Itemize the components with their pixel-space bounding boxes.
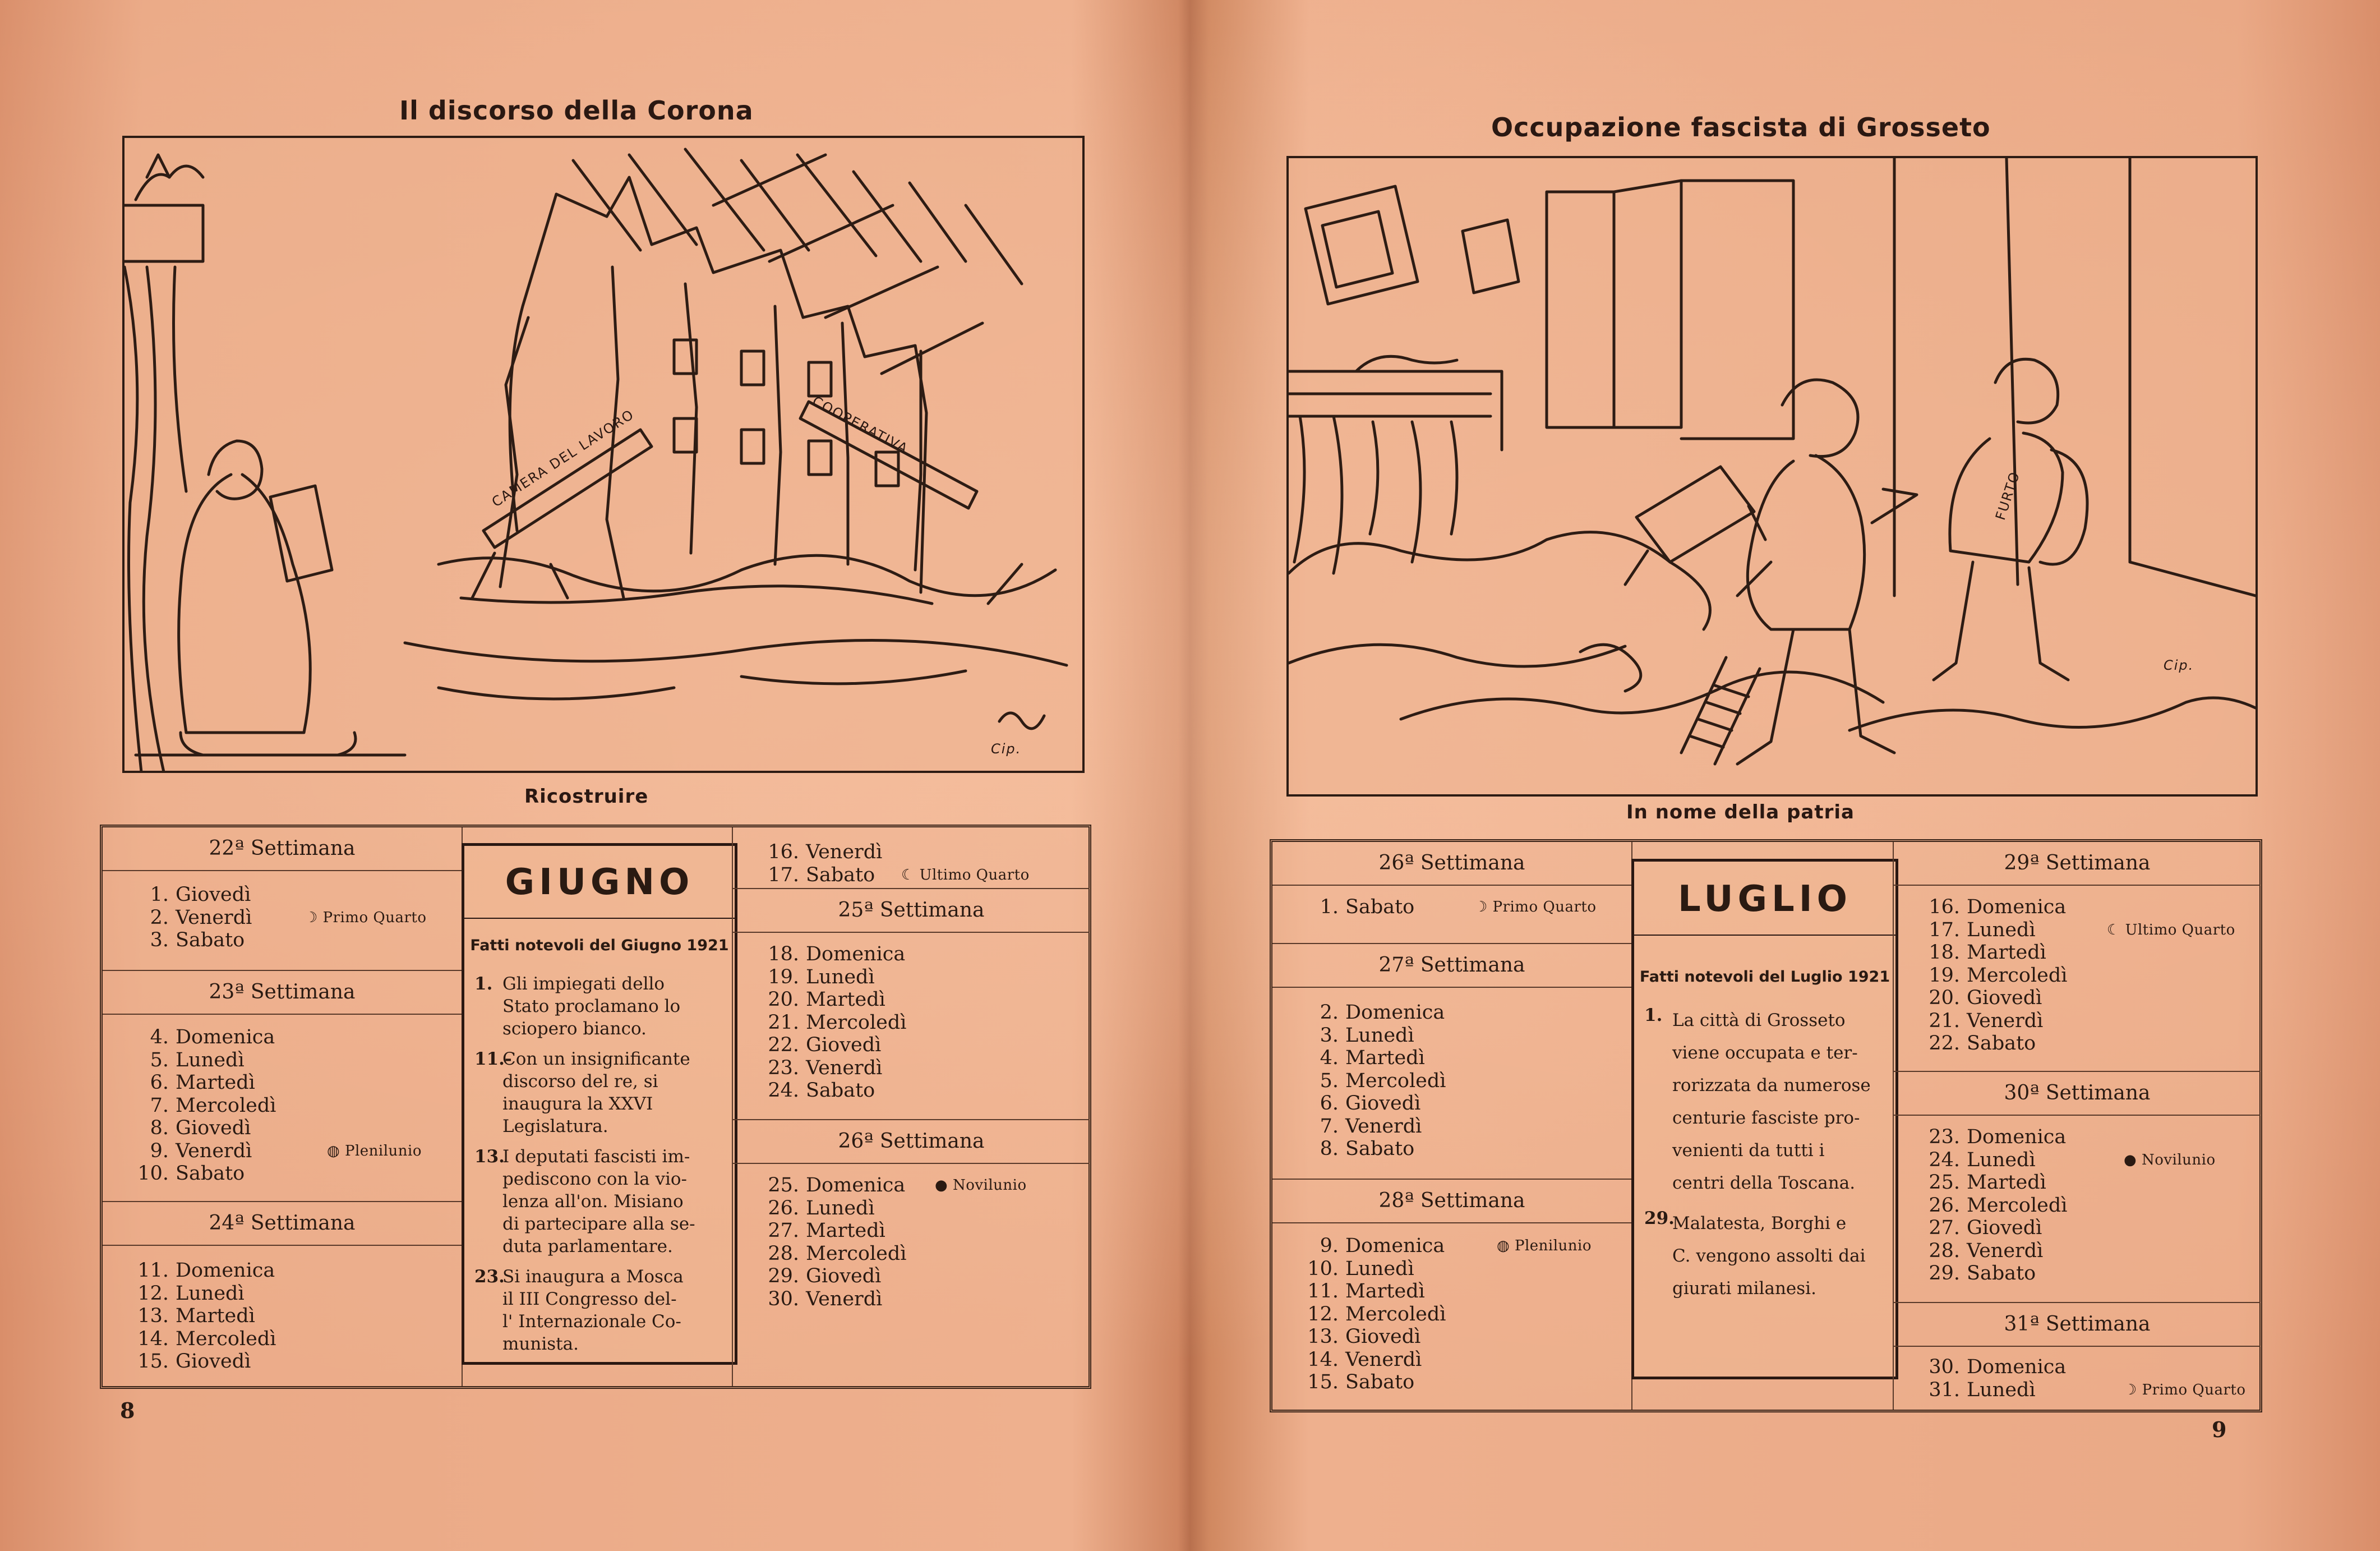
- week-days: [1894, 896, 2261, 1055]
- fact-text-line: Si inaugura a Mosca: [502, 1267, 684, 1287]
- weekday-name: Giovedì: [1967, 1217, 2042, 1239]
- calendar-day: [103, 1305, 462, 1328]
- weekday-name: Mercoledì: [1345, 1303, 1446, 1326]
- weekday-name: Venerdì: [1345, 1348, 1422, 1371]
- day-number: 21.: [1929, 1009, 1960, 1032]
- calendar-day: [1894, 1171, 2261, 1194]
- calendar-day: [103, 906, 462, 929]
- day-number: 9.: [150, 1139, 169, 1162]
- calendar-day: [1272, 1280, 1631, 1303]
- weekday-name: Venerdì: [176, 1139, 252, 1162]
- fact-text-line: lenza all'on. Misiano: [502, 1191, 684, 1212]
- moon-phase-note: ☾ Ultimo Quarto: [2107, 921, 2235, 938]
- calendar-day: [1272, 896, 1631, 919]
- day-number: 30.: [768, 1287, 799, 1310]
- week-heading: 29ª Settimana: [1894, 842, 2261, 886]
- calendar-day: [733, 1174, 1090, 1197]
- fact-text-line: duta parlamentare.: [502, 1236, 673, 1257]
- fact-text-line: il III Congresso del-: [502, 1289, 677, 1309]
- weekday-name: Giovedì: [176, 1350, 251, 1373]
- day-number: 28.: [1929, 1239, 1960, 1262]
- month-box: [1631, 859, 1898, 1379]
- moon-phase-note: ◍ Plenilunio: [327, 1142, 422, 1159]
- day-number: 31.: [1929, 1378, 1960, 1401]
- moon-phase-note: ◍ Plenilunio: [1497, 1237, 1592, 1254]
- weekday-name: Venerdì: [1345, 1115, 1422, 1138]
- weekday-name: Venerdì: [176, 906, 252, 929]
- calendar-day: [1894, 919, 2261, 942]
- weekday-name: Martedì: [1345, 1280, 1425, 1303]
- calendar-day: [103, 1328, 462, 1351]
- weekday-name: Mercoledì: [806, 1242, 907, 1265]
- fact-text-line: giurati milanesi.: [1672, 1278, 1816, 1299]
- fact-text-line: Legislatura.: [502, 1116, 608, 1136]
- weekday-name: Venerdì: [1967, 1239, 2044, 1262]
- calendar-day: [733, 1079, 1090, 1102]
- day-number: 1.: [150, 883, 169, 906]
- day-number: 5.: [1320, 1069, 1339, 1092]
- fact-text-line: viene occupata e ter-: [1672, 1043, 1858, 1063]
- day-number: 15.: [1307, 1371, 1339, 1393]
- calendar-day: [1272, 1138, 1631, 1161]
- weekday-name: Lunedì: [1345, 1024, 1414, 1047]
- day-number: 2.: [150, 906, 169, 929]
- calendar-day: [103, 1094, 462, 1117]
- calendar-day: [1272, 1047, 1631, 1070]
- divider: [1634, 935, 1895, 936]
- fact-date: 11.-: [474, 1049, 512, 1069]
- week-heading: 28ª Settimana: [1272, 1179, 1631, 1223]
- notable-fact: [1644, 1004, 1880, 1199]
- day-number: 7.: [1320, 1115, 1339, 1138]
- day-number: 11.: [1307, 1280, 1339, 1303]
- fact-text-line: C. vengono assolti dai: [1672, 1246, 1866, 1266]
- calendar-day: [733, 1219, 1090, 1242]
- calendar-day: [1894, 1194, 2261, 1217]
- fact-text-line: inaugura la XXVI: [502, 1094, 653, 1114]
- week-heading: 27ª Settimana: [1272, 943, 1631, 988]
- notable-fact: [474, 1145, 721, 1258]
- day-number: 9.: [1320, 1235, 1339, 1257]
- calendar-day: [1894, 1356, 2261, 1379]
- day-number: 20.: [1929, 987, 1960, 1009]
- fact-date: 1.: [474, 974, 493, 994]
- week-heading: 31ª Settimana: [1894, 1302, 2261, 1347]
- calendar-day: [103, 883, 462, 906]
- calendar-june: [100, 825, 1091, 1389]
- weekday-name: Giovedì: [176, 1117, 251, 1139]
- calendar-day: [733, 988, 1090, 1011]
- weekday-name: Giovedì: [1967, 987, 2042, 1009]
- calendar-day: [103, 1259, 462, 1282]
- notable-fact: [474, 1265, 721, 1355]
- weekday-name: Lunedì: [1967, 1148, 2036, 1171]
- day-number: 7.: [150, 1094, 169, 1117]
- weekday-name: Giovedì: [176, 883, 251, 906]
- day-number: 8.: [1320, 1138, 1339, 1160]
- week-days: [733, 943, 1090, 1102]
- day-number: 19.: [1929, 964, 1960, 987]
- cartoon-drawing: [1289, 158, 2256, 794]
- day-number: 19.: [768, 965, 799, 988]
- day-number: 23.: [1929, 1126, 1960, 1148]
- day-number: 21.: [768, 1011, 799, 1034]
- day-number: 26.: [768, 1196, 799, 1219]
- calendar-day: [733, 1057, 1090, 1080]
- week-heading: 22ª Settimana: [103, 827, 462, 871]
- calendar-day: [1894, 1126, 2261, 1149]
- moon-phase-note: ☽ Primo Quarto: [305, 909, 427, 926]
- calendar-day: [1272, 1303, 1631, 1326]
- fact-text-line: discorso del re, si: [502, 1071, 658, 1092]
- weekday-name: Giovedì: [1345, 1326, 1421, 1348]
- calendar-day: [1272, 1258, 1631, 1281]
- day-number: 3.: [150, 929, 169, 951]
- weekday-name: Giovedì: [806, 1034, 882, 1056]
- day-number: 13.: [1307, 1326, 1339, 1348]
- day-number: 17.: [1929, 918, 1960, 941]
- weekday-name: Sabato: [1345, 1371, 1415, 1393]
- calendar-day: [1272, 1024, 1631, 1047]
- calendar-column-1: [1272, 842, 1632, 1410]
- weekday-name: Martedì: [176, 1071, 255, 1094]
- calendar-day: [1894, 1010, 2261, 1033]
- day-number: 25.: [1929, 1171, 1960, 1194]
- month-name: LUGLIO: [1678, 878, 1852, 920]
- week-days: [103, 1026, 462, 1185]
- weekday-name: Domenica: [806, 943, 906, 965]
- calendar-day: [1894, 1217, 2261, 1240]
- week-heading: 25ª Settimana: [733, 888, 1090, 933]
- day-number: 6.: [150, 1071, 169, 1094]
- fact-date: 13.: [474, 1147, 505, 1167]
- day-number: 25.: [768, 1174, 799, 1196]
- cartoon-drawing: [124, 138, 1082, 771]
- week-days: [1272, 896, 1631, 919]
- page-number: 9: [2212, 1417, 2227, 1442]
- calendar-day: [1894, 1240, 2261, 1263]
- weekday-name: Venerdì: [806, 841, 883, 863]
- week-days: [733, 1174, 1090, 1310]
- fact-text-line: I deputati fascisti im-: [502, 1147, 690, 1167]
- weekday-name: Martedì: [176, 1305, 255, 1327]
- calendar-day: [1272, 1070, 1631, 1093]
- day-number: 12.: [1307, 1303, 1339, 1326]
- cartoon-illustration: [1286, 156, 2258, 797]
- illustration-caption: Ricostruire: [524, 785, 649, 808]
- day-number: 4.: [1320, 1047, 1339, 1069]
- weekday-name: Venerdì: [806, 1056, 883, 1079]
- facts-title: Fatti notevoli del Luglio 1921: [1639, 968, 1890, 986]
- fact-text-line: di partecipare alla se-: [502, 1214, 695, 1234]
- day-number: 20.: [768, 988, 799, 1011]
- weekday-name: Giovedì: [806, 1265, 882, 1287]
- day-number: 16.: [768, 841, 799, 863]
- day-number: 23.: [768, 1056, 799, 1079]
- fact-text-line: centurie fasciste pro-: [1672, 1108, 1860, 1128]
- week-heading: 26ª Settimana: [733, 1119, 1090, 1164]
- day-number: 16.: [1929, 896, 1960, 918]
- calendar-column-3: [1893, 842, 2261, 1410]
- calendar-day: [733, 966, 1090, 989]
- day-number: 24.: [768, 1079, 799, 1102]
- day-number: 18.: [768, 943, 799, 965]
- calendar-column-3: [732, 827, 1090, 1386]
- calendar-day: [1894, 1262, 2261, 1285]
- weekday-name: Sabato: [176, 1162, 245, 1185]
- fact-text-line: venienti da tutti i: [1672, 1140, 1825, 1161]
- week-days: [103, 883, 462, 952]
- camera-del-lavoro-sign: CAMERA DEL LAVORO: [489, 406, 638, 510]
- weekday-name: Giovedì: [1345, 1092, 1421, 1115]
- weekday-name: Martedì: [1967, 941, 2046, 964]
- calendar-day: [103, 929, 462, 952]
- fact-text-line: centri della Toscana.: [1672, 1173, 1856, 1193]
- page-number: 8: [120, 1398, 135, 1423]
- weekday-name: Lunedì: [806, 965, 875, 988]
- calendar-day: [1894, 896, 2261, 919]
- calendar-day: [1272, 1326, 1631, 1349]
- day-number: 22.: [1929, 1032, 1960, 1055]
- day-number: 24.: [1929, 1148, 1960, 1171]
- day-number: 10.: [137, 1162, 169, 1185]
- week-days: [1272, 1001, 1631, 1161]
- page-title: Il discorso della Corona: [399, 95, 754, 126]
- left-page: [0, 0, 1189, 1551]
- calendar-day: [103, 1350, 462, 1373]
- calendar-day: [733, 1011, 1090, 1034]
- fact-text-line: Malatesta, Borghi e: [1672, 1213, 1847, 1234]
- artist-signature: Cip.: [991, 741, 1022, 757]
- day-number: 14.: [137, 1327, 169, 1350]
- calendar-day: [1894, 941, 2261, 964]
- day-number: 6.: [1320, 1092, 1339, 1115]
- fact-text-line: La città di Grosseto: [1672, 1010, 1846, 1030]
- calendar-day: [103, 1117, 462, 1140]
- week-heading: 30ª Settimana: [1894, 1071, 2261, 1116]
- week-days: [733, 841, 1090, 886]
- day-number: 30.: [1929, 1356, 1960, 1378]
- calendar-day: [1894, 1149, 2261, 1172]
- calendar-day: [733, 1034, 1090, 1057]
- weekday-name: Mercoledì: [1967, 1194, 2068, 1217]
- weekday-name: Sabato: [1967, 1032, 2036, 1055]
- moon-phase-note: ☽ Primo Quarto: [1474, 899, 1597, 915]
- day-number: 29.: [1929, 1262, 1960, 1285]
- calendar-day: [733, 1288, 1090, 1311]
- cooperativa-sign: COOPERATIVA: [809, 393, 911, 457]
- day-number: 13.: [137, 1305, 169, 1327]
- fact-text-line: Gli impiegati dello: [502, 974, 665, 994]
- calendar-day: [103, 1049, 462, 1072]
- calendar-day: [103, 1162, 462, 1185]
- moon-phase-note: ● Novilunio: [2124, 1151, 2216, 1168]
- calendar-day: [1894, 1379, 2261, 1402]
- calendar-day: [1272, 1371, 1631, 1394]
- moon-phase-note: ● Novilunio: [935, 1177, 1027, 1194]
- weekday-name: Martedì: [1345, 1047, 1425, 1069]
- calendar-day: [733, 1242, 1090, 1265]
- calendar-day: [1272, 1092, 1631, 1115]
- weekday-name: Domenica: [1345, 1001, 1445, 1024]
- weekday-name: Domenica: [1967, 1356, 2067, 1378]
- facts-title: Fatti notevoli del Giugno 1921: [470, 937, 729, 954]
- weekday-name: Domenica: [806, 1174, 906, 1196]
- day-number: 14.: [1307, 1348, 1339, 1371]
- weekday-name: Lunedì: [176, 1282, 245, 1305]
- calendar-day: [733, 1197, 1090, 1220]
- weekday-name: Lunedì: [1967, 918, 2036, 941]
- weekday-name: Sabato: [176, 929, 245, 951]
- calendar-day: [1272, 1349, 1631, 1371]
- day-number: 5.: [150, 1048, 169, 1071]
- weekday-name: Mercoledì: [806, 1011, 907, 1034]
- day-number: 1.: [1320, 896, 1339, 918]
- calendar-day: [1894, 1032, 2261, 1055]
- calendar-day: [1894, 987, 2261, 1010]
- moon-phase-note: ☾ Ultimo Quarto: [901, 866, 1030, 883]
- weekday-name: Lunedì: [176, 1048, 245, 1071]
- calendar-column-1: [103, 827, 463, 1386]
- weekday-name: Mercoledì: [176, 1094, 276, 1117]
- day-number: 3.: [1320, 1024, 1339, 1047]
- weekday-name: Sabato: [1345, 1138, 1415, 1160]
- weekday-name: Venerdì: [1967, 1009, 2044, 1032]
- weekday-name: Martedì: [806, 1219, 885, 1242]
- fact-date: 29.: [1644, 1208, 1675, 1228]
- illustration-caption: In nome della patria: [1626, 801, 1855, 823]
- weekday-name: Venerdì: [806, 1287, 883, 1310]
- weekday-name: Lunedì: [1345, 1257, 1414, 1280]
- calendar-day: [103, 1071, 462, 1094]
- calendar-day: [1272, 1235, 1631, 1258]
- day-number: 8.: [150, 1117, 169, 1139]
- day-number: 4.: [150, 1026, 169, 1048]
- weekday-name: Lunedì: [1967, 1378, 2036, 1401]
- weekday-name: Martedì: [1967, 1171, 2046, 1194]
- weekday-name: Sabato: [806, 1079, 875, 1102]
- weekday-name: Lunedì: [806, 1196, 875, 1219]
- cartoon-illustration: [122, 136, 1085, 773]
- week-days: [1272, 1235, 1631, 1394]
- calendar-day: [1272, 1001, 1631, 1024]
- calendar-day: [733, 864, 1090, 887]
- notable-fact: [474, 1048, 721, 1138]
- weekday-name: Sabato: [1967, 1262, 2036, 1285]
- weekday-name: Sabato: [1345, 896, 1415, 918]
- fact-text-line: rorizzata da numerose: [1672, 1075, 1871, 1096]
- day-number: 11.: [137, 1259, 169, 1282]
- weekday-name: Mercoledì: [1345, 1069, 1446, 1092]
- month-box: [462, 843, 737, 1365]
- calendar-day: [733, 1265, 1090, 1288]
- fact-text-line: l' Internazionale Co-: [502, 1311, 681, 1332]
- month-name: GIUGNO: [505, 862, 694, 903]
- weekday-name: Martedì: [806, 988, 885, 1011]
- calendar-july: [1270, 839, 2262, 1412]
- fact-text-line: sciopero bianco.: [502, 1019, 647, 1039]
- weekday-name: Mercoledì: [176, 1327, 276, 1350]
- fact-text-line: pediscono con la vio-: [502, 1169, 688, 1189]
- fact-date: 1.: [1644, 1005, 1663, 1025]
- day-number: 29.: [768, 1265, 799, 1287]
- week-days: [103, 1259, 462, 1373]
- day-number: 27.: [768, 1219, 799, 1242]
- week-heading: 24ª Settimana: [103, 1201, 462, 1246]
- weekday-name: Domenica: [1967, 1126, 2067, 1148]
- calendar-day: [103, 1026, 462, 1049]
- weekday-name: Domenica: [1967, 896, 2067, 918]
- weekday-name: Domenica: [1345, 1235, 1445, 1257]
- calendar-day: [1894, 964, 2261, 987]
- day-number: 17.: [768, 863, 799, 886]
- weekday-name: Domenica: [176, 1259, 275, 1282]
- week-days: [1894, 1126, 2261, 1285]
- calendar-day: [733, 943, 1090, 966]
- fact-text-line: Con un insignificante: [502, 1049, 690, 1069]
- weekday-name: Domenica: [176, 1026, 275, 1048]
- moon-phase-note: ☽ Primo Quarto: [2124, 1381, 2246, 1398]
- calendar-day: [1272, 1115, 1631, 1138]
- furto-sack-label: FURTO: [1992, 469, 2023, 522]
- day-number: 26.: [1929, 1194, 1960, 1217]
- page-title: Occupazione fascista di Grosseto: [1491, 112, 1991, 142]
- divider: [464, 918, 735, 919]
- fact-date: 23.: [474, 1267, 505, 1287]
- fact-text-line: Stato proclamano lo: [502, 996, 681, 1016]
- weekday-name: Sabato: [806, 863, 875, 886]
- calendar-day: [733, 841, 1090, 864]
- notable-fact: [1644, 1207, 1880, 1305]
- day-number: 12.: [137, 1282, 169, 1305]
- day-number: 18.: [1929, 941, 1960, 964]
- day-number: 10.: [1307, 1257, 1339, 1280]
- weekday-name: Mercoledì: [1967, 964, 2068, 987]
- week-days: [1894, 1356, 2261, 1401]
- fact-text-line: munista.: [502, 1334, 579, 1354]
- day-number: 22.: [768, 1034, 799, 1056]
- artist-signature: Cip.: [2164, 657, 2194, 673]
- day-number: 15.: [137, 1350, 169, 1373]
- calendar-day: [103, 1140, 462, 1163]
- right-page: [1191, 0, 2380, 1551]
- week-heading: 23ª Settimana: [103, 970, 462, 1015]
- week-heading: 26ª Settimana: [1272, 842, 1631, 886]
- day-number: 28.: [768, 1242, 799, 1265]
- day-number: 2.: [1320, 1001, 1339, 1024]
- calendar-day: [103, 1282, 462, 1305]
- day-number: 27.: [1929, 1217, 1960, 1239]
- notable-fact: [474, 973, 721, 1040]
